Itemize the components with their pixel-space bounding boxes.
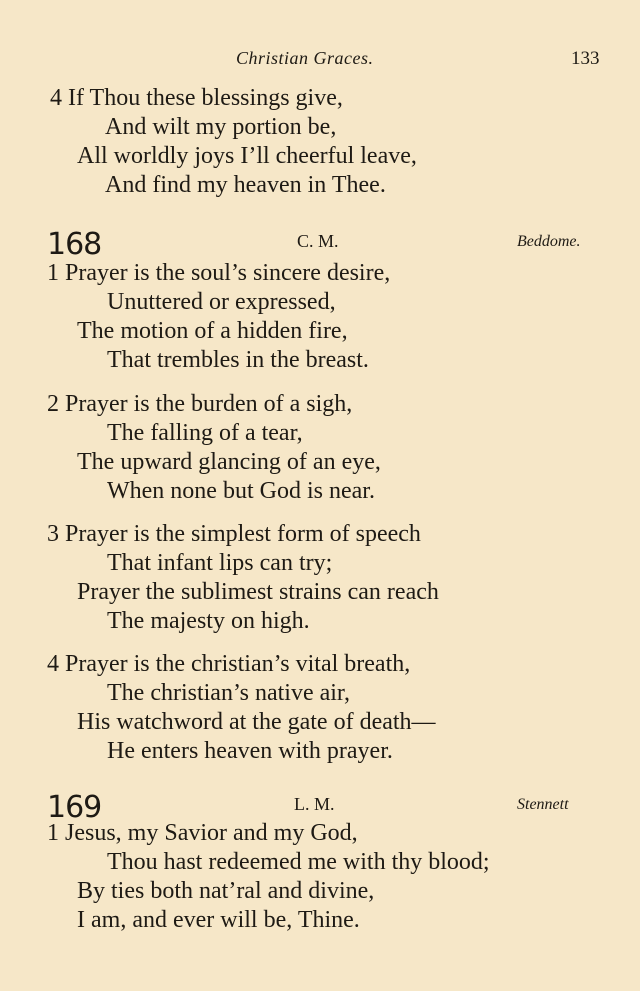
verse-line: And wilt my portion be, [105,114,337,140]
verse-line: 2 Prayer is the burden of a sigh, [47,391,353,417]
verse-line: And find my heaven in Thee. [105,172,386,198]
hymn-author: Beddome. [517,233,581,250]
hymn-meter: C. M. [297,231,339,251]
verse-line: He enters heaven with prayer. [107,738,393,764]
verse-line: I am, and ever will be, Thine. [77,907,360,933]
running-title: Christian Graces. [236,48,374,68]
hymn-header [0,227,640,261]
verse-line: The majesty on high. [107,608,310,634]
hymn-author: Stennett [517,796,569,813]
verse-line: All worldly joys I’ll cheerful leave, [77,143,417,169]
verse-line: That trembles in the breast. [107,347,369,373]
page-number: 133 [571,48,600,69]
verse-line: The christian’s native air, [107,680,350,706]
verse-line: 1 Prayer is the soul’s sincere desire, [47,260,391,286]
hymn-number: 168 [47,227,102,262]
hymn-number: 169 [47,790,102,825]
verse-line: His watchword at the gate of death— [77,709,436,735]
verse-line: Unuttered or expressed, [107,289,336,315]
verse-line: 4 Prayer is the christian’s vital breath, [47,651,411,677]
verse-line: By ties both nat’ral and divine, [77,878,375,904]
verse-line: Prayer the sublimest strains can reach [77,579,439,605]
verse-line: The motion of a hidden fire, [77,318,348,344]
hymn-meter: L. M. [294,794,335,814]
running-header [0,48,640,72]
verse-line: That infant lips can try; [107,550,333,576]
verse-line: 3 Prayer is the simplest form of speech [47,521,421,547]
verse-line: The upward glancing of an eye, [77,449,381,475]
verse-line: 1 Jesus, my Savior and my God, [47,820,358,846]
verse-line: 4 If Thou these blessings give, [50,85,343,111]
verse-line: The falling of a tear, [107,420,303,446]
verse-line: Thou hast redeemed me with thy blood; [107,849,490,875]
verse-line: When none but God is near. [107,478,375,504]
